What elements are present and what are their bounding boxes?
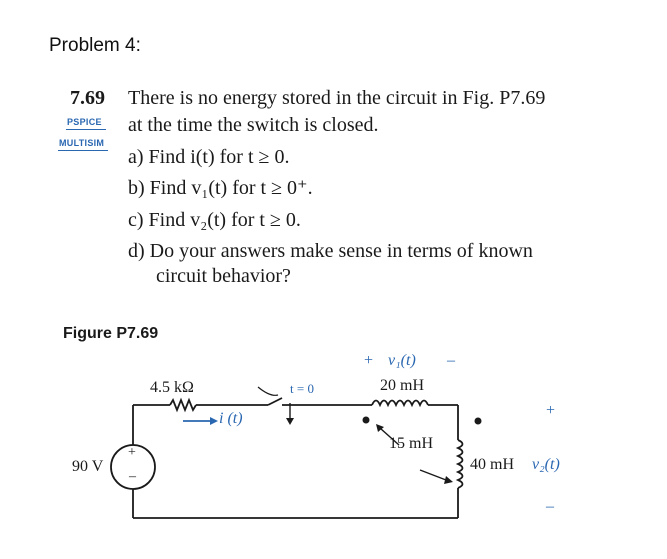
v1-label: v₁(t) bbox=[388, 352, 416, 369]
source-minus: – bbox=[129, 469, 136, 484]
figure-title: Figure P7.69 bbox=[63, 325, 159, 342]
inductor2-coil bbox=[458, 440, 463, 488]
part-d-line-2: circuit behavior? bbox=[156, 265, 291, 287]
current-arrow-head bbox=[210, 417, 218, 425]
switch-arrow-head bbox=[286, 418, 294, 425]
mutual-arrow-head-2 bbox=[444, 476, 453, 484]
problem-heading: Problem 4: bbox=[49, 35, 141, 56]
statement-line-2: at the time the switch is closed. bbox=[128, 114, 379, 136]
inductor1-coil bbox=[372, 401, 428, 406]
statement-line-1: There is no energy stored in the circuit in Fig. P7.69 bbox=[128, 87, 546, 109]
v2-plus: + bbox=[546, 402, 556, 419]
inductor2-label: 40 mH bbox=[470, 456, 514, 473]
part-b: b) Find v₁(t) for t ≥ 0⁺. bbox=[128, 177, 313, 199]
dot-inductor2 bbox=[475, 418, 482, 425]
v1-minus: – bbox=[447, 352, 455, 369]
multisim-tag: MULTISIM bbox=[59, 138, 105, 148]
pspice-tag: PSPICE bbox=[67, 117, 102, 127]
inductor-mid-label: 15 mH bbox=[389, 435, 433, 452]
switch-arc bbox=[258, 387, 278, 395]
switch-time-label: t = 0 bbox=[290, 381, 314, 396]
resistor-symbol bbox=[170, 400, 196, 410]
problem-number: 7.69 bbox=[70, 87, 105, 109]
switch-blade bbox=[268, 398, 282, 405]
part-d-line-1: d) Do your answers make sense in terms of known bbox=[128, 240, 533, 262]
v1-plus: + bbox=[364, 352, 374, 369]
mutual-arrow-line-2 bbox=[420, 470, 446, 480]
source-plus: + bbox=[128, 445, 136, 460]
inductor1-label: 20 mH bbox=[380, 377, 424, 394]
dot-inductor1 bbox=[363, 417, 370, 424]
part-c: c) Find v₂(t) for t ≥ 0. bbox=[128, 209, 301, 231]
current-label: i (t) bbox=[219, 410, 243, 427]
source-label: 90 V bbox=[72, 458, 104, 475]
resistor-label: 4.5 kΩ bbox=[150, 379, 194, 396]
v2-minus: – bbox=[546, 498, 554, 515]
part-a: a) Find i(t) for t ≥ 0. bbox=[128, 146, 290, 168]
v2-label: v₂(t) bbox=[532, 456, 560, 473]
